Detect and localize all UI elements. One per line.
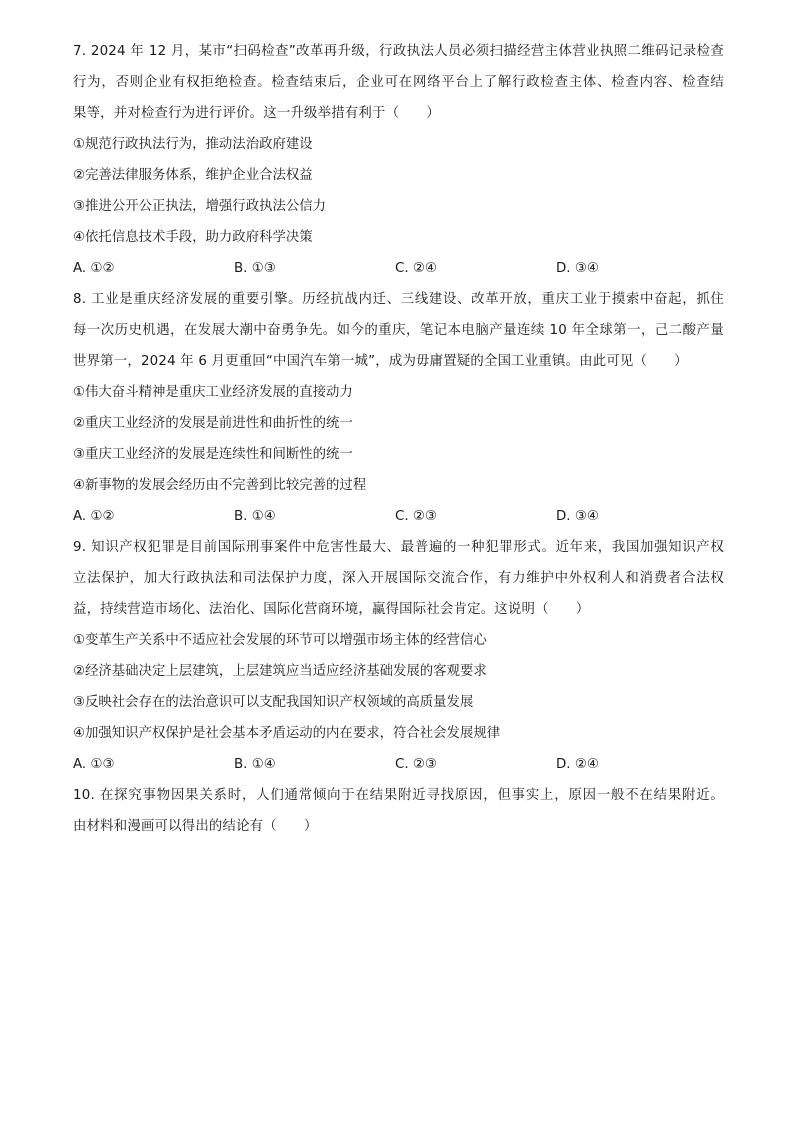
- choice-a[interactable]: A. ①③: [73, 757, 115, 772]
- question-stem-line: 7. 2024 年 12 月，某市“扫码检查”改革再升级，行政执法人员必须扫描经营主体营业执照二维码记录检查: [73, 44, 724, 59]
- statement-option: ③反映社会存在的法治意识可以支配我国知识产权领域的高质量发展: [73, 695, 474, 710]
- question-stem-line: 世界第一，2024 年 6 月更重回“中国汽车第一城”，成为毋庸置疑的全国工业重镇。由此可见（ ）: [73, 354, 688, 369]
- statement-option: ④加强知识产权保护是社会基本矛盾运动的内在要求，符合社会发展规律: [73, 726, 501, 741]
- statement-option: ④依托信息技术手段，助力政府科学决策: [73, 230, 313, 245]
- statement-option: ②经济基础决定上层建筑，上层建筑应当适应经济基础发展的客观要求: [73, 664, 487, 679]
- choice-b[interactable]: B. ①③: [234, 261, 276, 276]
- statement-option: ②完善法律服务体系，维护企业合法权益: [73, 168, 313, 183]
- question-8: [73, 284, 724, 532]
- question-stem-line: 10. 在探究事物因果关系时，人们通常倾向于在结果附近寻找原因，但事实上，原因一般不在结果附近。: [73, 788, 724, 803]
- question-stem-line: 8. 工业是重庆经济发展的重要引擎。历经抗战内迁、三线建设、改革开放，重庆工业于摸索中奋起，抓住: [73, 292, 724, 307]
- statement-option: ③推进公开公正执法，增强行政执法公信力: [73, 199, 327, 214]
- question-9: [73, 532, 724, 780]
- question-stem-line: 行为，否则企业有权拒绝检查。检查结束后，企业可在网络平台上了解行政检查主体、检查内容、检查结: [73, 75, 724, 90]
- answer-choices: [73, 253, 724, 284]
- question-stem-line: 由材料和漫画可以得出的结论有（ ）: [73, 819, 318, 834]
- question-7: [73, 36, 724, 284]
- choice-c[interactable]: C. ②③: [395, 509, 437, 524]
- choice-b[interactable]: B. ①④: [234, 509, 276, 524]
- choice-a[interactable]: A. ①②: [73, 261, 115, 276]
- question-stem-line: 9. 知识产权犯罪是目前国际刑事案件中危害性最大、最普遍的一种犯罪形式。近年来，我国加强知识产权: [73, 540, 724, 555]
- statement-option: ①变革生产关系中不适应社会发展的环节可以增强市场主体的经营信心: [73, 633, 487, 648]
- choice-c[interactable]: C. ②④: [395, 261, 437, 276]
- answer-choices: [73, 749, 724, 780]
- choice-d[interactable]: D. ③④: [556, 261, 599, 276]
- question-stem-line: 每一次历史机遇，在发展大潮中奋勇争先。如今的重庆，笔记本电脑产量连续 10 年全球第一，己二酸产量: [73, 323, 724, 338]
- question-10: [73, 780, 724, 842]
- choice-a[interactable]: A. ①②: [73, 509, 115, 524]
- choice-d[interactable]: D. ③④: [556, 509, 599, 524]
- choice-c[interactable]: C. ②③: [395, 757, 437, 772]
- choice-b[interactable]: B. ①④: [234, 757, 276, 772]
- question-stem-line: 果等，并对检查行为进行评价。这一升级举措有利于（ ）: [73, 106, 440, 121]
- statement-option: ①伟大奋斗精神是重庆工业经济发展的直接动力: [73, 385, 353, 400]
- question-stem-line: 立法保护，加大行政执法和司法保护力度，深入开展国际交流合作，有力维护中外权利人和消费者合法权: [73, 571, 724, 586]
- statement-option: ④新事物的发展会经历由不完善到比较完善的过程: [73, 478, 367, 493]
- statement-option: ①规范行政执法行为，推动法治政府建设: [73, 137, 313, 152]
- choice-d[interactable]: D. ②④: [556, 757, 599, 772]
- statement-option: ③重庆工业经济的发展是连续性和间断性的统一: [73, 447, 353, 462]
- question-stem-line: 益，持续营造市场化、法治化、国际化营商环境，赢得国际社会肯定。这说明（ ）: [73, 602, 590, 617]
- statement-option: ②重庆工业经济的发展是前进性和曲折性的统一: [73, 416, 353, 431]
- answer-choices: [73, 501, 724, 532]
